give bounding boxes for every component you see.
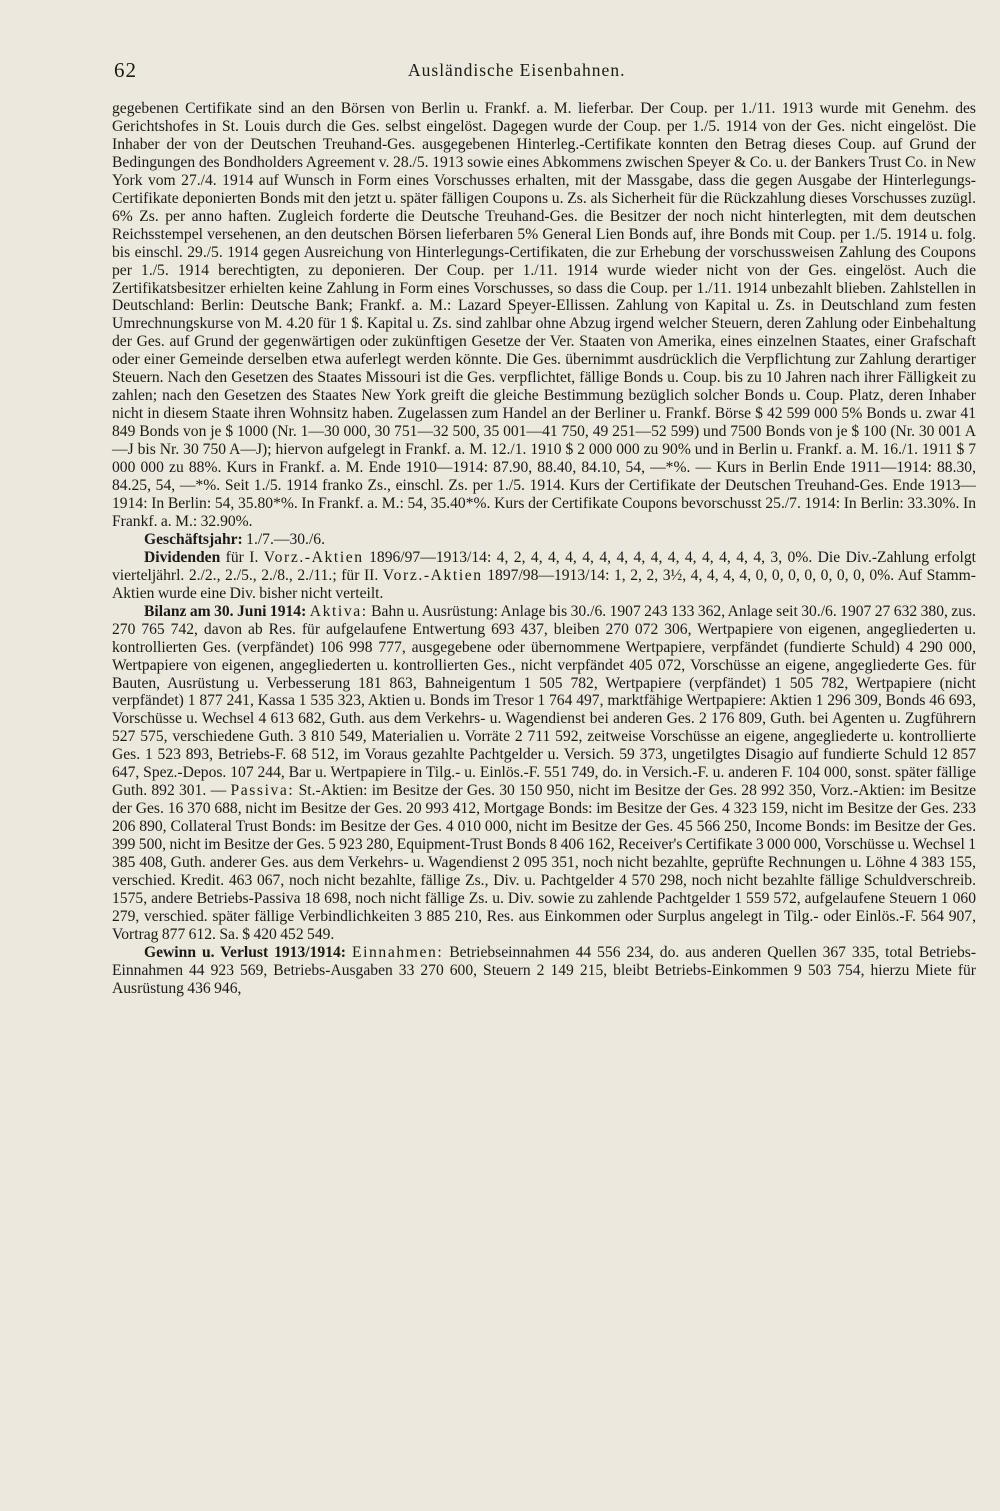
- page-header: [112, 58, 976, 94]
- fiscal-year-value: 1./7.—30./6.: [242, 530, 325, 548]
- page-number: 62: [114, 58, 137, 82]
- dividends-text-c: 1897/98—1913/14: 1, 2, 2, 3½, 4, 4, 4, 4, 0, 0, 0, 0, 0, 0, 0, 0%. Auf Stamm-Aktien wurde eine Div. bisher nicht verteilt.: [112, 566, 976, 602]
- balance-label: Bilanz am 30. Juni 1914:: [144, 602, 307, 620]
- paragraph-profit-loss: [112, 944, 976, 998]
- paragraph-certificates: gegebenen Certifikate sind an den Börsen von Berlin u. Frankf. a. M. lieferbar. Der Coup. per 1./11. 1913 wurde mit Genehm. des Gerichtshofes in St. Louis durch die Ges. selbst eingelöst. Dagegen wurde der Coup. per 1./5. 1914 von der Ges. nicht eingelöst. Die Inhaber der von der Deutschen Treuhand-Ges. ausgegebenen Hinterleg.-Certifikate konnten den Betrag dieses Coup. auf Grund der Bedingungen des Bondholders Agreement v. 28./5. 1913 sowie eines Abkommens zwischen Speyer & Co. u. der Bankers Trust Co. in New York vom 27./4. 1914 auf Wunsch in Form eines Vorschusses erhalten, mit der Massgabe, dass die gegen Ausgabe der Hinterlegungs-Certifikate deponierten Bonds mit den jetzt u. später fälligen Coupons u. Zs. als Sicherheit für die Rückzahlung dieses Vorschusses zuzügl. 6% Zs. per anno haften. Zugleich forderte die Deutsche Treuhand-Ges. die Besitzer der noch nicht hinterlegten, mit dem deutschen Reichsstempel versehenen, an den deutschen Börsen lieferbaren 5% General Lien Bonds auf, ihre Bonds mit Coup. per 1./5. 1914 u. folg. bis einschl. 29./5. 1914 gegen Ausreichung von Hinterlegungs-Certifikaten, die zur Erhebung der vorschussweisen Zahlung des Coupons per 1./5. 1914 berechtigten, zu deponieren. Der Coup. per 1./11. 1914 wurde wieder nicht von der Ges. eingelöst. Auch die Zertifikatsbesitzer erhielten keine Zahlung in Form eines Vorschusses, so dass die Coup. per 1./11. 1914 unbezahlt blieben. Zahlstellen in Deutschland: Berlin: Deutsche Bank; Frankf. a. M.: Lazard Speyer-Ellissen. Zahlung von Kapital u. Zs. in Deutschland zum festen Umrechnungskurse von M. 4.20 für 1 $. Kapital u. Zs. sind zahlbar ohne Abzug irgend welcher Steuern, deren Zahlung oder Einbehaltung der Ges. auf Grund der gegenwärtigen oder zukünftigen Gesetze der Ver. Staaten von Amerika, eines einzelnen Staates, einer Grafschaft oder einer Gemeinde derselben etwa auferlegt werden könnte. Die Ges. übernimmt ausdrücklich die Verpflichtung zur Zahlung derartiger Steuern. Nach den Gesetzen des Staates Missouri ist die Ges. verpflichtet, fällige Bonds u. Coup. bis zu 10 Jahren nach ihrer Fälligkeit zu zahlen; nach den Gesetzen des Staates New York greift die gleiche Bestimmung bezüglich solcher Bonds u. Coup. Platz, deren Inhaber nicht in diesem Staate ihren Wohnsitz haben. Zugelassen zum Handel an der Berliner u. Frankf. Börse $ 42 599 000 5% Bonds u. zwar 41 849 Bonds von je $ 1000 (Nr. 1—30 000, 30 751—32 500, 35 001—41 750, 49 251—52 599) und 7500 Bonds von je $ 100 (Nr. 30 001 A—J bis Nr. 30 750 A—J); hiervon aufgelegt in Frankf. a. M. 12./1. 1910 $ 2 000 000 zu 90% und in Berlin u. Frankf. a. M. 16./1. 1911 $ 7 000 000 zu 88%. Kurs in Frankf. a. M. Ende 1910—1914: 87.90, 88.40, 84.10, 54, —*%. — Kurs in Berlin Ende 1911—1914: 88.30, 84.25, 54, —*%. Seit 1./5. 1914 franko Zs., einschl. Zs. per 1./5. 1914. Kurs der Certifikate der Deutschen Treuhand-Ges. Ende 1913—1914: In Berlin: 54, 35.80*%. In Frankf. a. M.: 54, 35.40*%. Kurs der Certifikate Coupons bevorschusst 25./7. 1914: In Berlin: 33.30%. In Frankf. a. M.: 32.90%.: [112, 100, 976, 530]
- body-text: [112, 100, 976, 998]
- dividends-pref-b: Vorz.-Aktien: [382, 566, 483, 584]
- dividends-label: Dividenden: [144, 548, 221, 566]
- paragraph-dividends: [112, 549, 976, 603]
- balance-liabilities-label: Passiva:: [230, 782, 295, 800]
- dividends-pref-a: Vorz.-Aktien: [263, 548, 364, 566]
- balance-assets-text: Bahn u. Ausrüstung: Anlage bis 30./6. 1907 243 133 362, Anlage seit 30./6. 1907 27 632 380, zus. 270 765 742, davon ab Res. für aufgelaufene Entwertung 693 437, bleiben 270 072 306, Wertpapiere von eigenen, angegliederten u. kontrollierten Ges. (verpfändet) 106 998 777, ausgegebene oder übernommene Wertpapiere, verpfändet (fundierte Schuld) 4 290 000, Wertpapiere von eigenen, angegliederten u. kontrollierten Ges., nicht verpfändet 405 072, Vorschüsse an eigene, angegliederte Ges. für Bauten, Ausrüstung u. Verbesserung 181 863, Bahneigentum 1 505 782, Wertpapiere (verpfändet) 1 505 782, Wertpapiere (nicht verpfändet) 1 877 241, Kassa 1 535 323, Aktien u. Bonds im Tresor 1 764 497, marktfähige Wertpapiere: Aktien 1 296 309, Bonds 46 693, Vorschüsse u. Wechsel 4 613 682, Guth. aus dem Verkehrs- u. Wagendienst bei anderen Ges. 2 176 809, Guth. bei Agenten u. Zugführern 527 575, verschiedene Guth. 3 810 549, Materialien u. Vorräte 2 711 592, zeitweise Vorschüsse an eigene, angegliederte u. kontrollierte Ges. 1 523 893, Betriebs-F. 68 512, im Voraus gezahlte Pachtgelder u. Versich. 59 373, ungetilgtes Disagio auf fundierte Schuld 12 857 647, Spez.-Depos. 107 244, Bar u. Wertpapiere in Tilg.- u. Einlös.-F. 551 749, do. in Versich.-F. u. anderen F. 104 000, sonst. später fällige Guth. 892 301. —: [112, 602, 976, 800]
- paragraph-fiscal-year: [112, 531, 976, 549]
- dividends-text-b: 1896/97—1913/14: 4, 2, 4, 4, 4, 4, 4, 4, 4, 4, 4, 4, 4, 4, 4, 4, 3, 0%. Die Div.-Zahlung erfolgt vierteljährl. 2./2., 2./5., 2./8., 2./11.; für II.: [112, 548, 976, 584]
- paragraph-balance-sheet: [112, 603, 976, 944]
- profit-loss-label: Gewinn u. Verlust 1913/1914:: [144, 943, 346, 961]
- running-title: Ausländische Eisenbahnen.: [408, 60, 626, 80]
- fiscal-year-label: Geschäftsjahr:: [144, 530, 243, 548]
- dividends-text-a: für I.: [220, 548, 264, 566]
- balance-assets-label: Aktiva:: [309, 602, 368, 620]
- income-label: Einnahmen:: [351, 943, 444, 961]
- balance-liabilities-text: St.-Aktien: im Besitze der Ges. 30 150 950, nicht im Besitze der Ges. 28 992 350, Vorz.-Aktien: im Besitze der Ges. 16 370 688, nicht im Besitze der Ges. 20 993 412, Mortgage Bonds: im Besitze der Ges. 4 323 159, nicht im Besitze der Ges. 233 206 890, Collateral Trust Bonds: im Besitze der Ges. 4 010 000, nicht im Besitze der Ges. 45 566 250, Income Bonds: im Besitze der Ges. 399 500, nicht im Besitze der Ges. 5 923 280, Equipment-Trust Bonds 8 406 162, Receiver's Certifikate 3 000 000, Vorschüsse u. Wechsel 1 385 408, Guth. anderer Ges. aus dem Verkehrs- u. Wagendienst 2 095 351, noch nicht bezahlte, geprüfte Rechnungen u. Löhne 4 383 155, verschied. Kredit. 463 067, noch nicht bezahlte, fällige Zs., Div. u. Pachtgelder 4 570 298, noch nicht bezahlte fällige Schuldverschreib. 1575, andere Betriebs-Passiva 18 698, noch nicht fällige Zs. u. Div. sowie zu zahlende Pachtgelder 1 559 572, aufgelaufene Steuern 1 060 279, verschied. später fällige Verbindlichkeiten 3 885 210, Res. aus Einkommen oder Surplus angelegt in Tilg.- oder Einlös.-F. 564 907, Vortrag 877 612. Sa. $ 420 452 549.: [112, 782, 976, 943]
- income-text: Betriebseinnahmen 44 556 234, do. aus anderen Quellen 367 335, total Betriebs-Einnahmen 44 923 569, Betriebs-Ausgaben 33 270 600, Steuern 2 149 215, bleibt Betriebs-Einkommen 9 503 754, hierzu Miete für Ausrüstung 436 946,: [112, 943, 977, 997]
